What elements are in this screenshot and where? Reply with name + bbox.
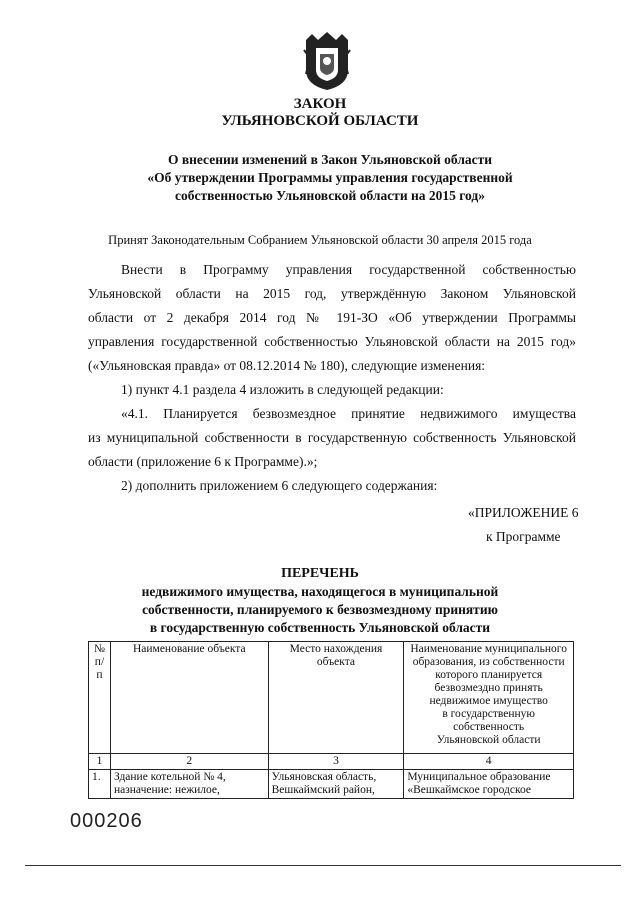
adoption-statement: Принят Законодательным Собранием Ульяновской области 30 апреля 2015 года <box>108 233 532 247</box>
body-item2: 2) дополнить приложением 6 следующего содержания: <box>121 478 438 493</box>
law-subject-line1: О внесении изменений в Закон Ульяновской области <box>167 152 493 167</box>
column-number: 3 <box>268 754 404 770</box>
row-location <box>268 770 404 799</box>
column-number: 4 <box>404 754 574 770</box>
list-title-line1: недвижимого имущества, находящегося в муниципальной <box>141 584 499 599</box>
header-owner-line5: недвижимое имущество <box>429 695 548 707</box>
scan-divider-line <box>25 865 621 866</box>
header-owner-line6: в государственную <box>442 708 536 720</box>
body-quote-line2: из муниципальной собственности в государственную собственность Ульяновской <box>88 430 576 445</box>
list-heading: ПЕРЕЧЕНЬ <box>281 566 359 581</box>
law-title-line2: УЛЬЯНОВСКОЙ ОБЛАСТИ <box>221 113 419 129</box>
column-number: 2 <box>110 754 268 770</box>
coat-of-arms-icon <box>302 30 352 92</box>
header-owner <box>404 642 574 754</box>
law-subject-line3: собственностью Ульяновской области на 2015 год» <box>175 188 485 203</box>
header-num <box>89 642 111 754</box>
body-intro-line3: области от 2 декабря 2014 год № 191-ЗО «Об утверждении Программы <box>88 310 576 325</box>
row-owner-line1: Муниципальное образование <box>407 771 551 783</box>
property-list-table <box>88 641 574 799</box>
law-title-line1: ЗАКОН <box>293 96 347 112</box>
row-name <box>110 770 268 799</box>
header-owner-line7: собственность <box>453 721 525 733</box>
body-quote-line1: «4.1. Планируется безвозмездное принятие недвижимого имущества <box>121 406 576 421</box>
row-owner <box>404 770 574 799</box>
header-location <box>268 642 404 754</box>
row-num: 1. <box>89 770 111 799</box>
list-title-line3: в государственную собственность Ульяновской области <box>149 620 491 635</box>
stamp-number: 000206 <box>70 810 143 832</box>
header-name-text: Наименование объекта <box>132 643 246 655</box>
header-location-line2: объекта <box>316 656 355 668</box>
law-subject-line2: «Об утверждении Программы управления государственной <box>147 170 513 185</box>
row-owner-line2: «Вешкаймское городское <box>407 784 531 796</box>
table-row <box>89 770 574 799</box>
row-location-line2: Вешкаймский район, <box>271 784 375 796</box>
row-location-line1: Ульяновская область, <box>271 771 377 783</box>
row-name-line1: Здание котельной № 4, <box>113 771 226 783</box>
body-intro-line2: Ульяновской области на 2015 год, утверждённую Законом Ульяновской <box>88 286 576 301</box>
appendix-to-program: к Программе <box>486 529 561 544</box>
column-number-row <box>89 754 574 770</box>
header-location-line1: Место нахождения <box>289 643 383 655</box>
list-title-line2: собственности, планируемого к безвозмездному принятию <box>142 602 498 617</box>
header-name <box>110 642 268 754</box>
body-intro-line1: Внести в Программу управления государственной собственностью <box>121 262 576 277</box>
header-num-line2: п/п <box>94 656 105 681</box>
column-number: 1 <box>89 754 111 770</box>
body-intro-line5: («Ульяновская правда» от 08.12.2014 № 180), следующие изменения: <box>88 358 486 373</box>
header-owner-line2: образования, из собственности <box>412 656 565 668</box>
header-num-line1: № <box>93 643 105 655</box>
body-item1: 1) пункт 4.1 раздела 4 изложить в следующей редакции: <box>121 382 444 397</box>
header-owner-line1: Наименование муниципального <box>410 643 567 655</box>
body-intro-line4: управления государственной собственностью Ульяновской области на 2015 год» <box>88 334 576 349</box>
row-name-line2: назначение: нежилое, <box>113 784 220 796</box>
header-owner-line4: безвозмездно принять <box>434 682 543 694</box>
header-owner-line3: которого планируется <box>435 669 543 681</box>
body-quote-line3: области (приложение 6 к Программе).»; <box>88 454 318 469</box>
appendix-label: «ПРИЛОЖЕНИЕ 6 <box>468 505 579 520</box>
table-header-row <box>89 642 574 754</box>
header-owner-line8: Ульяновской области <box>436 734 541 746</box>
